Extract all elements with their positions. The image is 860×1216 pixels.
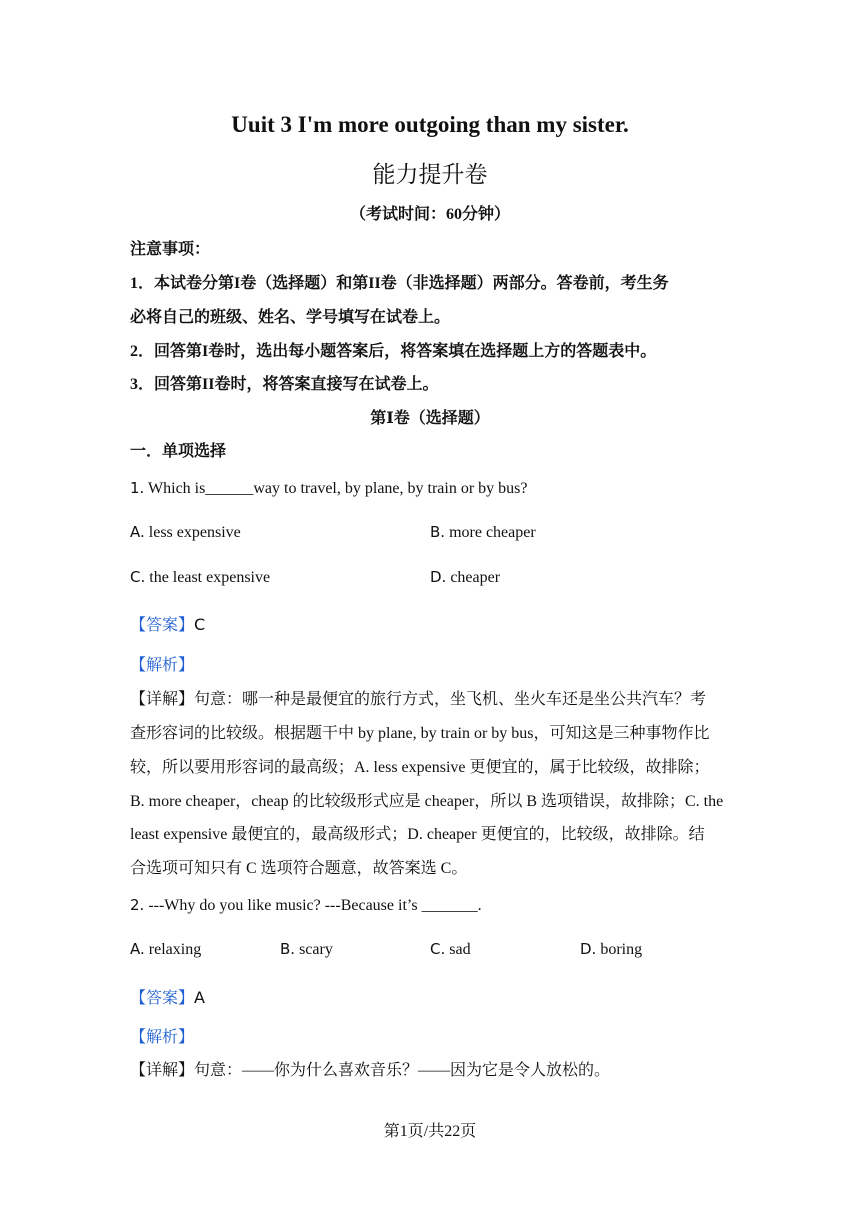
detail-line-4: B. more cheaper，cheap 的比较级形式应是 cheaper，所以 B 选项错误，故排除；C. the [130, 793, 724, 810]
exam-time: （考试时间：60分钟） [349, 206, 510, 223]
option-label: C. [130, 568, 146, 586]
option-a [130, 523, 241, 542]
question-stem: Which is______way to travel, by plane, by train or by bus? [148, 480, 528, 497]
option-d [580, 940, 642, 959]
detail-line-5: least expensive 最便宜的，最高级形式；D. cheaper 更便宜的，比较级，故排除。结 [130, 826, 705, 843]
option-text: boring [600, 941, 643, 958]
answer-tag: 【答案】 [130, 990, 195, 1007]
detail-line-2: 查形容词的比较级。根据题干中 by plane, by train or by bus，可知这是三种事物作比 [130, 725, 710, 742]
section-1-title: 一．单项选择 [130, 443, 227, 460]
page-footer: 第1页/共22页 [383, 1123, 477, 1140]
option-d [430, 568, 500, 587]
option-b [280, 940, 333, 959]
option-text: more cheaper [449, 524, 536, 541]
notice-heading: 注意事项： [130, 241, 211, 258]
option-text: scary [299, 941, 333, 958]
question-number: 1. [130, 479, 145, 497]
option-c [430, 940, 471, 959]
detail-line-1: 【详解】句意：哪一种是最便宜的旅行方式，坐飞机、坐火车还是坐公共汽车？考 [130, 691, 707, 708]
answer-value: A [194, 988, 205, 1007]
notice-item-3: 3．回答第II卷时，将答案直接写在试卷上。 [130, 376, 439, 393]
notice-item-1-line-1: 1．本试卷分第I卷（选择题）和第II卷（非选择题）两部分。答卷前，考生务 [130, 275, 669, 292]
option-label: B. [430, 523, 446, 541]
answer-line [130, 612, 205, 635]
option-text: less expensive [148, 524, 241, 541]
part-1-title: 第Ⅰ卷（选择题） [370, 410, 490, 427]
analysis-tag: 【解析】 [130, 1029, 195, 1046]
option-label: A. [130, 940, 145, 958]
option-text: the least expensive [149, 569, 271, 586]
question-1 [130, 479, 528, 498]
notice-item-1-line-2: 必将自己的班级、姓名、学号填写在试卷上。 [130, 309, 451, 326]
option-a [130, 940, 201, 959]
option-text: sad [449, 941, 471, 958]
option-label: D. [580, 940, 597, 958]
option-label: B. [280, 940, 296, 958]
option-label: C. [430, 940, 446, 958]
question-stem: ---Why do you like music? ---Because it’s _______. [148, 897, 482, 914]
detail-line-1: 【详解】句意：——你为什么喜欢音乐？——因为它是令人放松的。 [130, 1062, 611, 1079]
option-label: A. [130, 523, 145, 541]
answer-line [130, 985, 205, 1008]
detail-tag: 【详解】 [130, 691, 195, 708]
detail-tag: 【详解】 [130, 1062, 195, 1079]
analysis-tag: 【解析】 [130, 657, 195, 674]
notice-item-2: 2．回答第I卷时，选出每小题答案后，将答案填在选择题上方的答题表中。 [130, 343, 657, 360]
option-text: cheaper [450, 569, 501, 586]
answer-value: C [194, 615, 206, 634]
answer-tag: 【答案】 [130, 617, 195, 634]
document-subtitle: 能力提升卷 [372, 162, 488, 188]
option-b [430, 523, 536, 542]
document-title: Uuit 3 I'm more outgoing than my sister. [231, 112, 629, 137]
option-text: relaxing [148, 941, 202, 958]
option-c [130, 568, 270, 587]
detail-line-3: 较，所以要用形容词的最高级；A. less expensive 更便宜的，属于比较级，故排除； [130, 759, 710, 776]
option-label: D. [430, 568, 447, 586]
question-number: 2. [130, 896, 145, 914]
question-2 [130, 896, 482, 915]
detail-line-6: 合选项可知只有 C 选项符合题意，故答案选 C。 [130, 860, 468, 877]
